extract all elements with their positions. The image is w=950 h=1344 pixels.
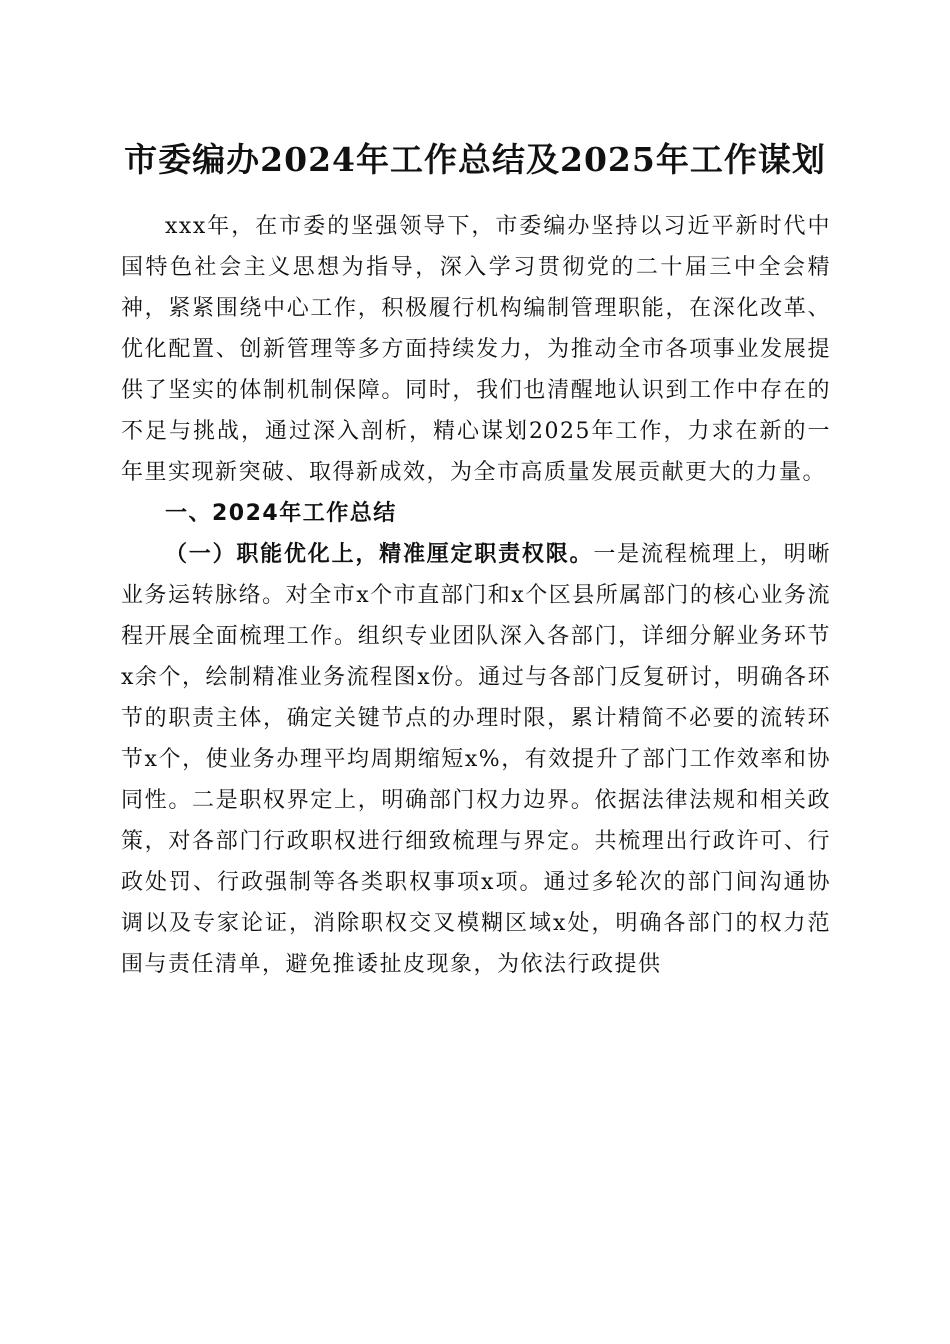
document-title: 市委编办2024年工作总结及2025年工作谋划: [124, 140, 826, 179]
section-heading: 一、2024年工作总结: [165, 501, 397, 526]
document-body: [121, 206, 831, 985]
section-item-paragraph: [121, 534, 831, 985]
item-lead-sentence: （一）职能优化上，精准厘定职责权限。: [165, 541, 594, 567]
intro-paragraph: xxx年，在市委的坚强领导下，市委编办坚持以习近平新时代中国特色社会主义思想为指导，深入学习贯彻党的二十届三中全会精神，紧紧围绕中心工作，积极履行机构编制管理职能，在深化改革、优化配置、创新管理等多方面持续发力，为推动全市各项事业发展提供了坚实的体制机制保障。同时，我们也清醒地认识到工作中存在的不足与挑战，通过深入剖析，精心谋划2025年工作，力求在新的一年里实现新突破、取得新成效，为全市高质量发展贡献更大的力量。: [121, 214, 831, 485]
item-body-text: 一是流程梳理上，明晰业务运转脉络。对全市x个市直部门和x个区县所属部门的核心业务流程开展全面梳理工作。组织专业团队深入各部门，详细分解业务环节x余个，绘制精准业务流程图x份。通过与各部门反复研讨，明确各环节的职责主体，确定关键节点的办理时限，累计精简不必要的流转环节x个，使业务办理平均周期缩短x%，有效提升了部门工作效率和协同性。二是职权界定上，明确部门权力边界。依据法律法规和相关政策，对各部门行政职权进行细致梳理与界定。共梳理出行政许可、行政处罚、行政强制等各类职权事项x项。通过多轮次的部门间沟通协调以及专家论证，消除职权交叉模糊区域x处，明确各部门的权力范围与责任清单，避免推诿扯皮现象，为依法行政提供: [121, 542, 831, 977]
